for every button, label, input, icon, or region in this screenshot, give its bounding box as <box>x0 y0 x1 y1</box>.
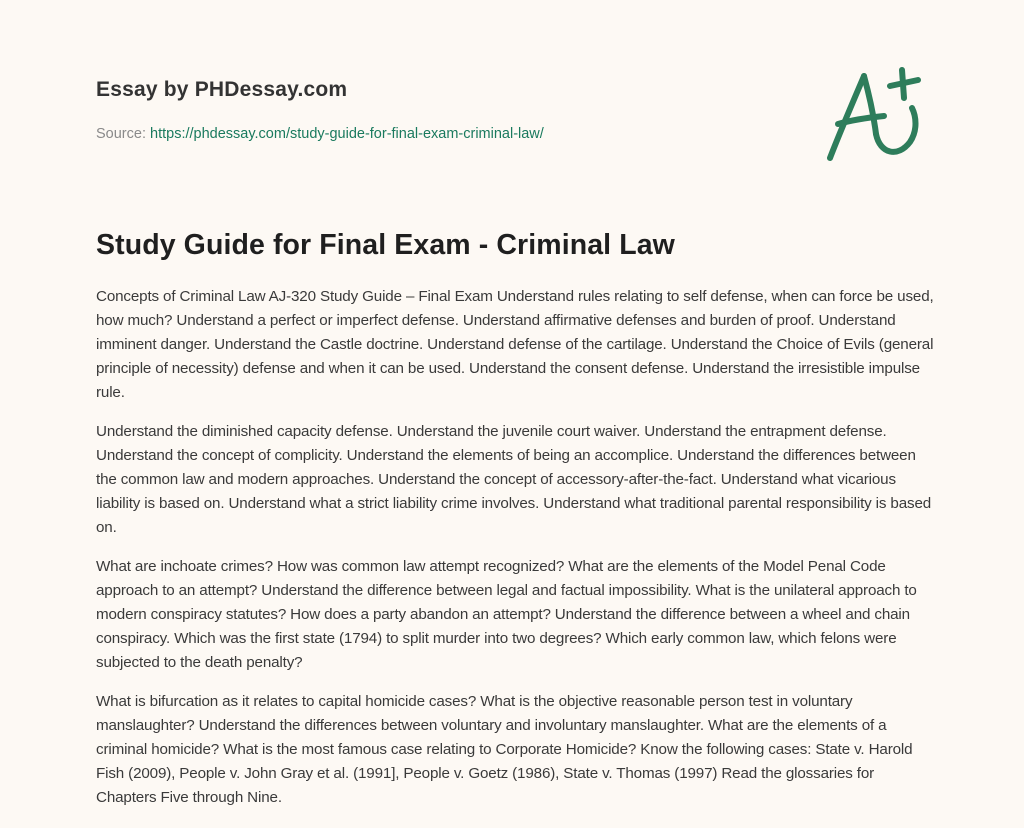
article-paragraph: What is bifurcation as it relates to capital homicide cases? What is the objective reasonable person test in voluntary manslaughter? Understand the differences between voluntary and involuntary manslaughter. What are the elements of a criminal homicide? What is the most famous case relating to Corporate Homicide? Know the following cases: State v. Harold Fish (2009), People v. John Gray et al. (1991], People v. Goetz (1986), State v. Thomas (1997) Read the glossaries for Chapters Five through Nine. <box>96 693 913 806</box>
source-link[interactable]: https://phdessay.com/study-guide-for-final-exam-criminal-law/ <box>150 126 544 142</box>
article-title: Study Guide for Final Exam - Criminal Law <box>96 229 675 261</box>
a-plus-grade-icon <box>818 62 936 172</box>
article-paragraph: What are inchoate crimes? How was common law attempt recognized? What are the elements of the Model Penal Code approach to an attempt? Understand the difference between legal and factual impossibility. What is the unilateral approach to modern conspiracy statutes? How does a party abandon an attempt? Understand the difference between a wheel and chain conspiracy. Which was the first state (1794) to split murder into two degrees? Which early common law, which felons were subjected to the death penalty? <box>96 558 917 671</box>
article-paragraph: Understand the diminished capacity defense. Understand the juvenile court waiver. Understand the entrapment defense. Understand the concept of complicity. Understand the elements of being an accomplice. Understand the differences between the common law and modern approaches. Understand the concept of accessory-after-the-fact. Understand what vicarious liability is based on. Understand what a strict liability crime involves. Understand what traditional parental responsibility is based on. <box>96 423 932 536</box>
source-label: Source: <box>96 126 146 142</box>
page-header <box>96 76 796 144</box>
source-line <box>96 124 796 144</box>
site-title: Essay by PHDessay.com <box>96 78 348 101</box>
article-paragraph: Concepts of Criminal Law AJ-320 Study Guide – Final Exam Understand rules relating to self defense, when can force be used, how much? Understand a perfect or imperfect defense. Understand affirmative defenses and burden of proof. Understand imminent danger. Understand the Castle doctrine. Understand defense of the cartilage. Understand the Choice of Evils (general principle of necessity) defense and when it can be used. Understand the consent defense. Understand the irresistible impulse rule. <box>96 288 934 401</box>
article-body <box>96 285 936 825</box>
